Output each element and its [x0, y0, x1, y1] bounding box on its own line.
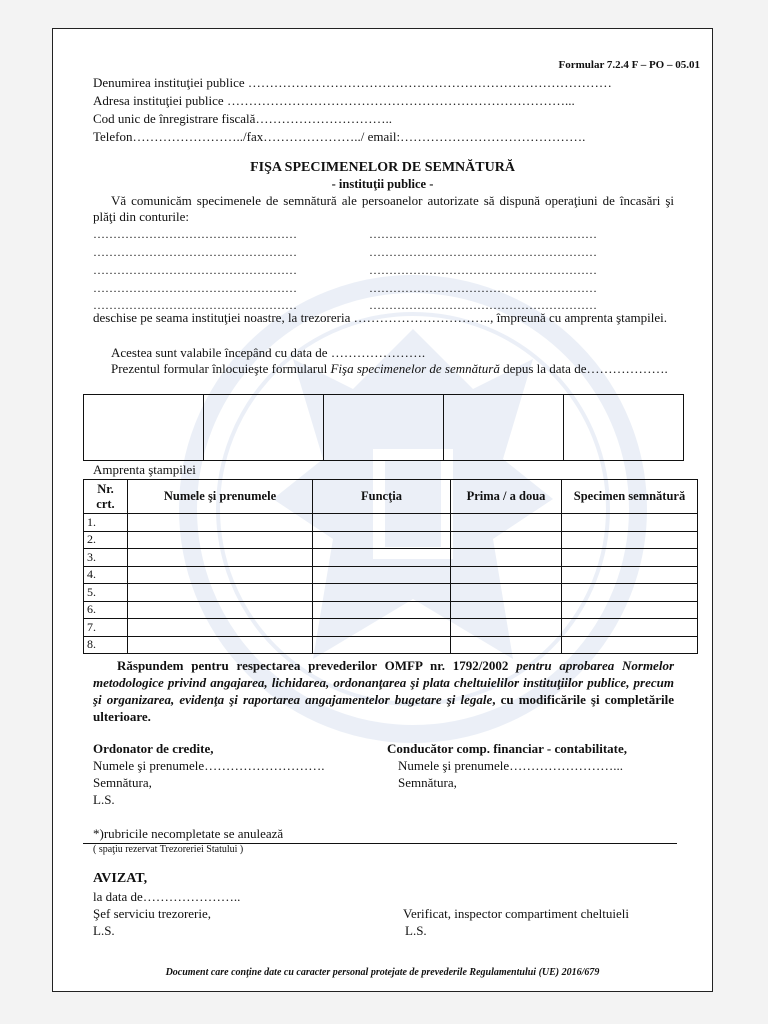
avizat-date-line: la data de…………………..: [93, 889, 241, 904]
col-header-signature: Specimen semnătură: [562, 480, 698, 514]
signature-table: [83, 479, 698, 654]
responsibility-paragraph: Răspundem pentru respectarea prevederilor OMFP nr. 1792/2002 pentru aprobarea Normelor metodologice privind angajarea, lichidarea, ordonanţarea şi plata cheltuielilor instituţiilor publice, precum şi organizarea, evidenţa şi raportarea angajamentelor bugetare şi legale, cu modificările şi completările ulterioare.: [93, 658, 675, 724]
form-subtitle: - instituţii publice -: [331, 177, 434, 191]
col-header-name: Numele şi prenumele: [128, 480, 313, 514]
ordonator-name-line: Numele şi prenumele……………………….: [93, 758, 325, 773]
financial-head-signature-label: Semnătura,: [398, 775, 457, 790]
opened-paragraph: deschise pe seama instituţiei noastre, la trezoreria ………………………….., împreună cu amprenta ştampilei.: [93, 310, 668, 325]
stamp-boxes: [83, 394, 684, 461]
table-row: 2.: [84, 531, 698, 549]
contact-line: Telefon……………………../fax…………………../ email:…………………………………….: [93, 129, 586, 144]
treasury-chief-ls: L.S.: [93, 923, 115, 938]
ordonator-title: Ordonator de credite,: [93, 741, 214, 756]
treasury-chief-label: Şef serviciu trezorerie,: [93, 906, 212, 921]
table-row: 5.: [84, 584, 698, 602]
fiscal-code-line: Cod unic de înregistrare fiscală…………………………..: [93, 111, 392, 126]
stamp-box: [564, 395, 683, 460]
verified-inspector-label: Verificat, inspector compartiment cheltuieli: [403, 906, 629, 921]
stamp-label: Amprenta ştampilei: [93, 462, 196, 477]
verified-inspector-ls: L.S.: [405, 923, 427, 938]
col-header-first-second: Prima / a doua: [451, 480, 562, 514]
intro-paragraph: Vă comunicăm specimenele de semnătură ale persoanelor autorizate să dispună operaţiuni de încasări şi plăţi din conturile:: [93, 193, 674, 224]
ordonator-signature-label: Semnătura,: [93, 775, 152, 790]
replace-paragraph: Prezentul formular înlocuieşte formularul Fişa specimenelor de semnătură depus la data de……………….: [111, 361, 668, 376]
stamp-box: [204, 395, 324, 460]
stamp-box: [324, 395, 444, 460]
institution-name-line: Denumirea instituţiei publice …………………………………………………………………………: [93, 75, 612, 90]
footnote-unfilled: *)rubricile necompletate se anulează: [93, 826, 284, 841]
gdpr-footer: Document care conţine date cu caracter personal protejate de prevederile Regulamentului (UE) 2016/679: [165, 967, 600, 978]
treasury-reserved-label: ( spaţiu rezervat Trezoreriei Statului ): [93, 844, 244, 855]
form-code: Formular 7.2.4 F – PO – 05.01: [558, 59, 700, 71]
avizat-title: AVIZAT,: [93, 871, 148, 886]
form-title: FIŞA SPECIMENELOR DE SEMNĂTURĂ: [250, 160, 515, 175]
col-header-function: Funcţia: [313, 480, 451, 514]
table-row: 6.: [84, 601, 698, 619]
table-row: 3.: [84, 549, 698, 567]
financial-head-name-line: Numele şi prenumele……………………...: [398, 758, 623, 773]
valid-from-line: Acestea sunt valabile începând cu data de ………………….: [111, 345, 426, 360]
ordonator-ls-label: L.S.: [93, 792, 115, 807]
table-row: 8.: [84, 636, 698, 654]
table-row: 7.: [84, 619, 698, 637]
form-page: Formular 7.2.4 F – PO – 05.01 Denumirea instituţiei publice ………………………………………………………………………… Adresa instituţiei publice ……………………………………………………………………... Cod unic de înregistrare fiscală………………………….. Telefon……………………../fax…………………../ email:……………………………………. FIŞA SPECIMENELOR DE SEMNĂTURĂ - instituţii publice - Vă comunicăm specimenele de semnătură ale persoanelor autorizate să dispună operaţiuni de încasări şi plăţi din conturile: …………………………………………… ………………………………………………… …………………………………………… ………………………………………………… …………………………………………… ………………………………………………… …………………………………………… ………………………………………………… …………………………………………… ………………………………………………… deschise pe seama instituţiei noastre, la trezoreria ………………………….., împreună cu amprenta ştampilei. Acestea sunt valabile începând cu data de …………………. Prezentul formular înlocuieşte formularul Fişa specimenelor de semnătură depus la data de………………. Amprenta ştampilei Nr. crt. Numele şi prenumele Funcţia Prima / a doua Specimen semnătură 1. 2. 3. 4. 5. 6. 7. 8. Răspundem pentru respectarea prevederilor OMFP nr. 1792/2002 pentru aprobarea Normelor metodologice privind angajarea, lichidarea, ordonanţarea şi plata cheltuielilor instituţiilor publice, precum şi organizarea, evidenţa şi raportarea angajamentelor bugetare şi legale, cu modificările şi completările ulterioare. Ordonator de credite, Numele şi prenumele………………………. Semnătura, L.S. Conducător comp. financiar - contabilitate, Numele şi prenumele……………………... Semnătura, *)rubricile necompletate se anulează ( spaţiu rezervat Trezoreriei Statului ) AVIZAT, la data de………………….. Şef serviciu trezorerie, L.S. Verificat, inspector compartiment cheltuieli L.S. Document care conţine date cu caracter personal protejate de prevederile Regulamentului (UE) 2016/679: [52, 28, 713, 992]
col-header-nr: Nr. crt.: [84, 480, 128, 514]
institution-address-line: Adresa instituţiei publice ……………………………………………………………………...: [93, 93, 575, 108]
table-row: 4.: [84, 566, 698, 584]
stamp-box: [444, 395, 564, 460]
stamp-box: [84, 395, 204, 460]
table-row: 1.: [84, 514, 698, 532]
financial-head-title: Conducător comp. financiar - contabilitate,: [387, 741, 628, 756]
